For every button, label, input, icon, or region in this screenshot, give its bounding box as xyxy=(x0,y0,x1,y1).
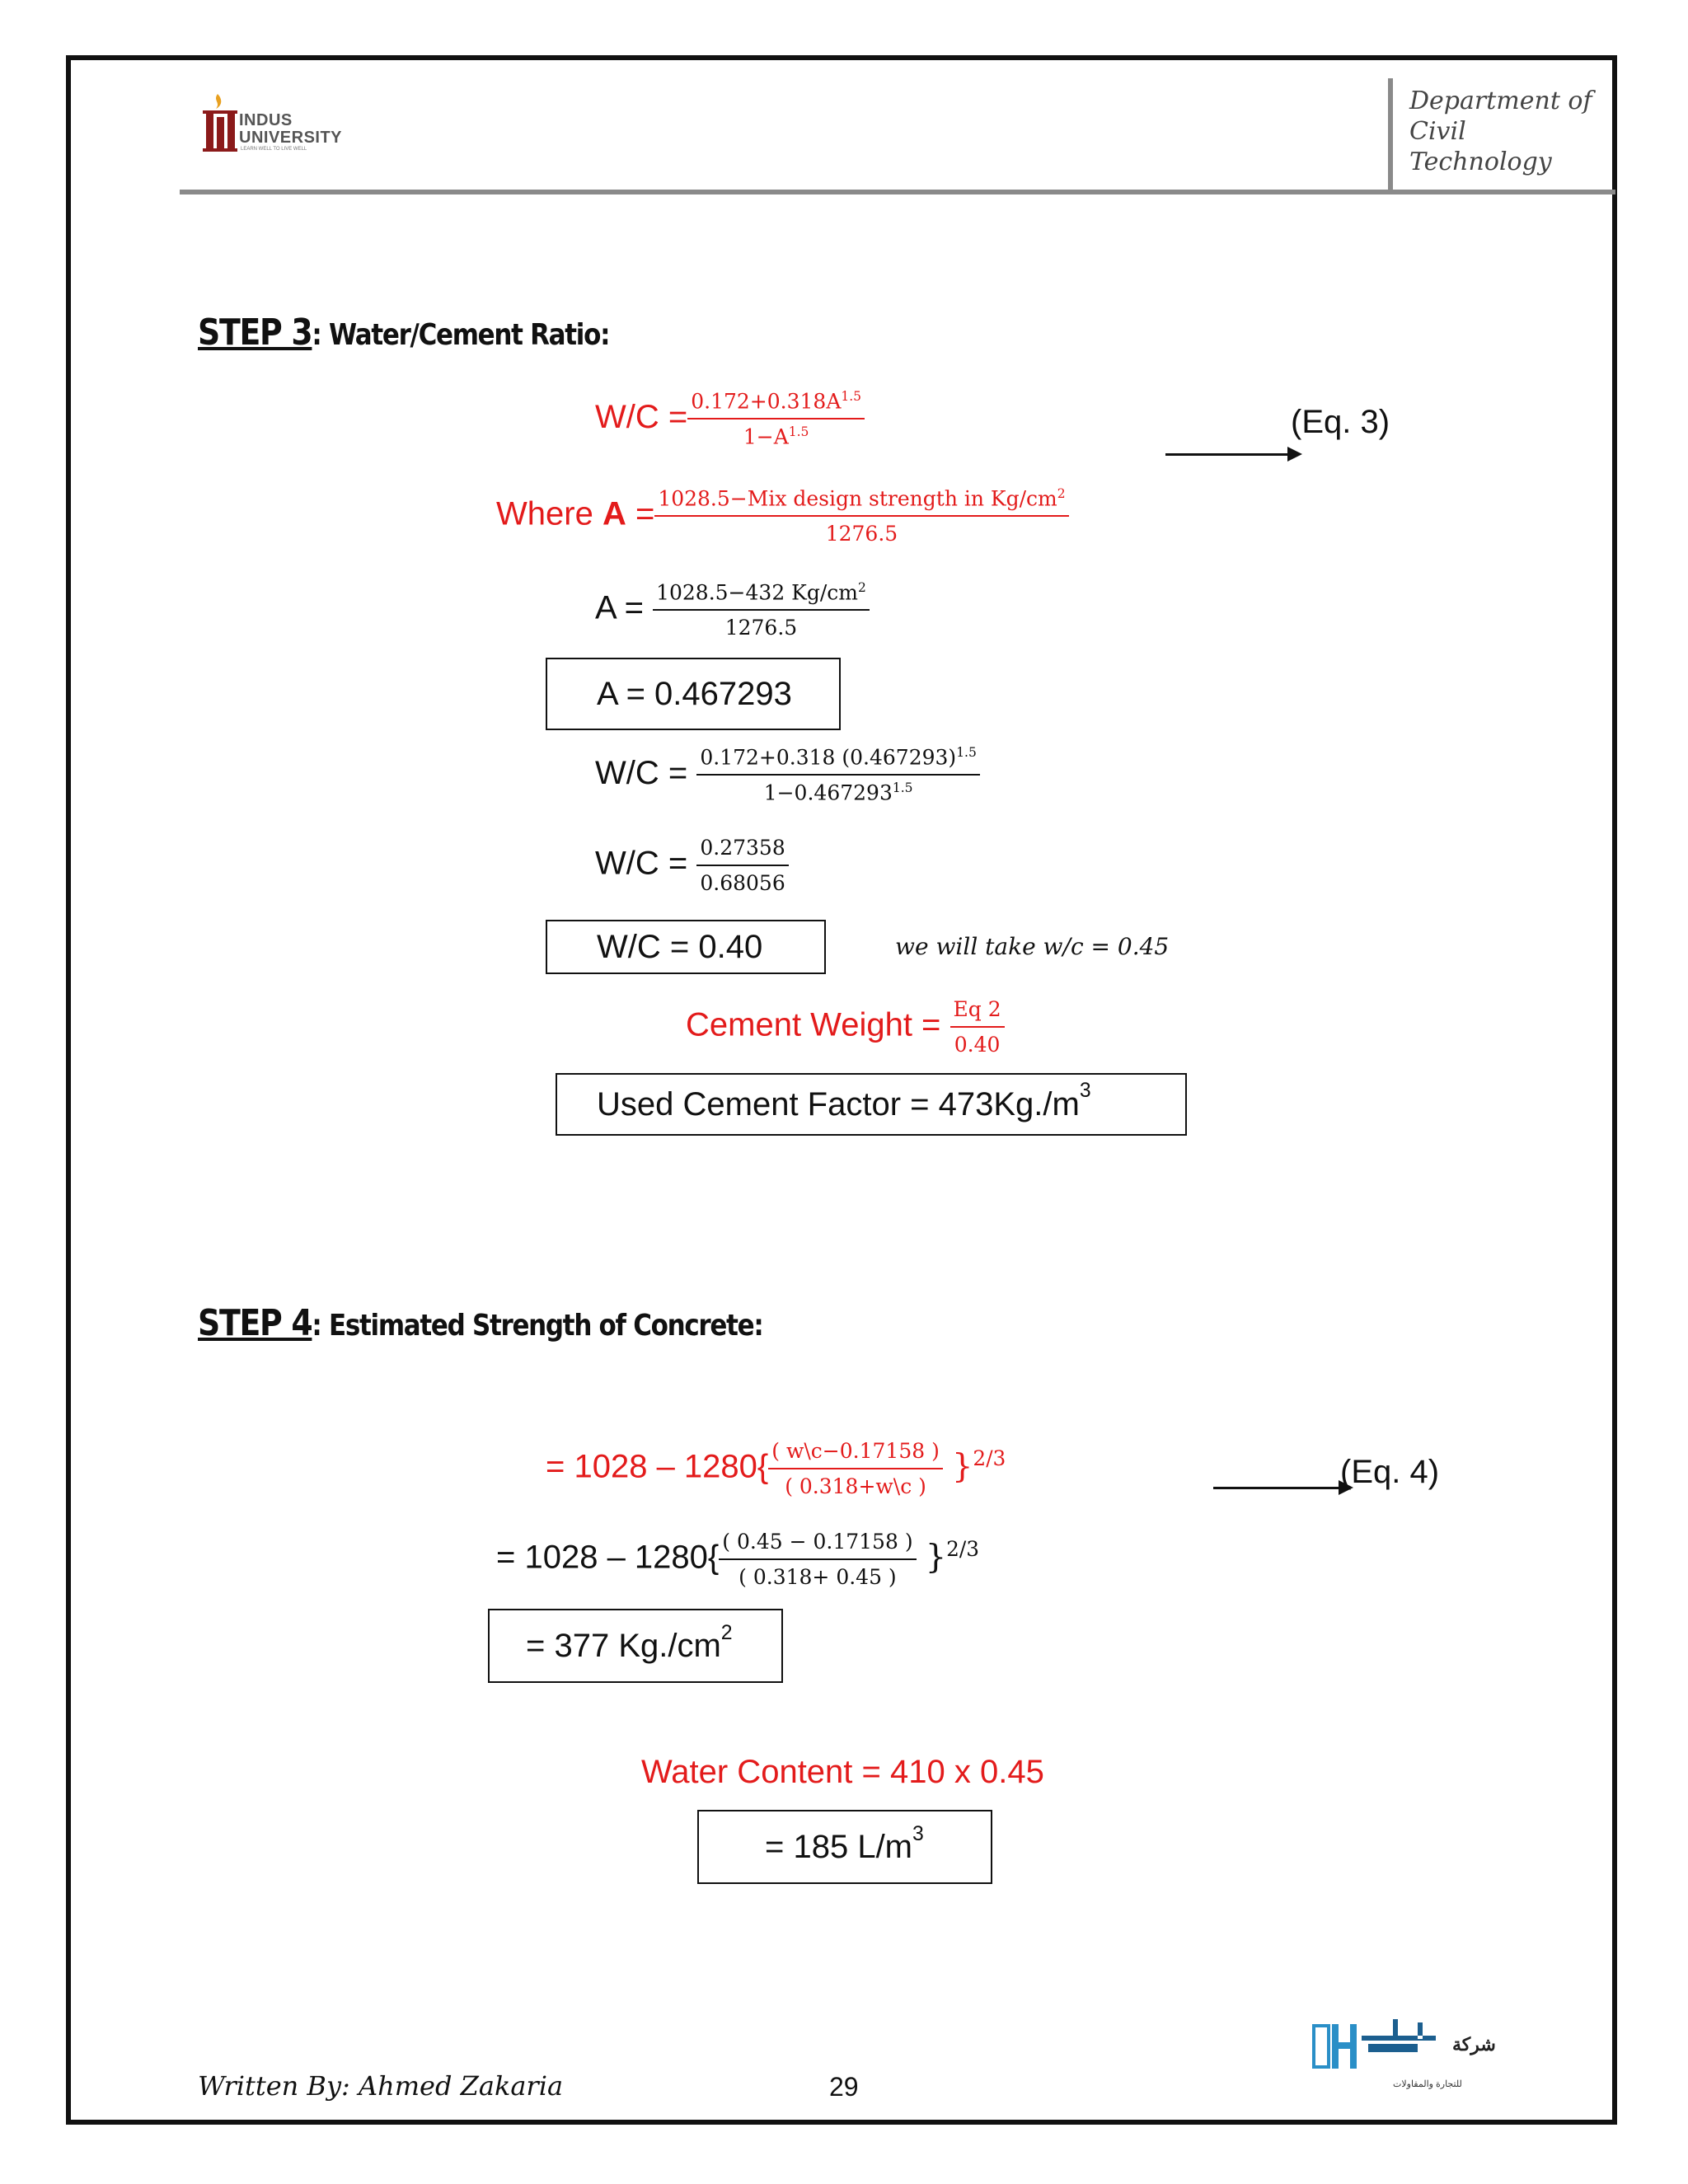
eq3-tag: (Eq. 3) xyxy=(1291,404,1390,440)
university-tagline: LEARN WELL TO LIVE WELL xyxy=(241,147,307,152)
exp: 1.5 xyxy=(956,745,977,760)
f2-den: ( 0.318+ 0.45 ) xyxy=(738,1565,897,1589)
wc2-den: 1−0.467293 xyxy=(763,780,893,805)
exp: 1.5 xyxy=(892,780,913,796)
cement-den: 0.40 xyxy=(954,1033,1001,1057)
department-name: Department of Civil Technology xyxy=(1409,87,1592,176)
step3-label: STEP 3 xyxy=(198,312,312,354)
company-name-ar: شركة xyxy=(1452,2034,1496,2055)
wc-substituted xyxy=(595,745,980,805)
exp23: 2/3 xyxy=(946,1537,980,1562)
a-result-box xyxy=(546,658,841,730)
cement-lhs: Cement Weight = xyxy=(686,1006,941,1043)
a-num: 1028.5−432 Kg/cm xyxy=(656,580,858,605)
a-result: A = 0.467293 xyxy=(597,675,792,712)
wc-result: W/C = 0.40 xyxy=(597,928,763,965)
cement-num: Eq 2 xyxy=(950,997,1005,1028)
cube: 3 xyxy=(1079,1080,1091,1102)
sq: 2 xyxy=(857,580,866,595)
where-den: 1276.5 xyxy=(825,522,898,546)
sq: 2 xyxy=(1057,486,1066,501)
header-rule xyxy=(180,190,1615,194)
where-num: 1028.5−Mix design strength in Kg/cm xyxy=(658,486,1057,511)
wc3-den: 0.68056 xyxy=(700,871,785,895)
where-eq: = xyxy=(626,495,655,532)
step3-heading xyxy=(198,312,609,354)
where-a: A xyxy=(602,495,626,532)
strength-result: = 377 Kg./cm xyxy=(526,1627,721,1664)
company-logo xyxy=(1311,2011,1451,2089)
wc-formula-lhs: W/C = xyxy=(595,398,688,435)
university-name: INDUS UNIVERSITY xyxy=(239,111,343,147)
eq4-tag: (Eq. 4) xyxy=(1340,1454,1440,1490)
f1-num: ( w\c−0.17158 ) xyxy=(768,1439,943,1469)
exp23: 2/3 xyxy=(973,1446,1006,1471)
wc-formula-fraction xyxy=(687,389,865,449)
used-cement-box xyxy=(556,1073,1187,1136)
wc-simplified xyxy=(595,836,789,895)
water-result: = 185 L/m xyxy=(765,1828,913,1865)
page-number: 29 xyxy=(829,2072,859,2102)
used-cement: Used Cement Factor = 473Kg./m xyxy=(597,1085,1080,1122)
f1-den: ( 0.318+w\c ) xyxy=(785,1474,926,1498)
f1-rhs: } xyxy=(951,1447,973,1486)
sq: 2 xyxy=(720,1622,733,1644)
f2-rhs: } xyxy=(925,1538,947,1577)
where-prefix: Where xyxy=(496,495,603,532)
company-subtitle-ar: للتجارة والمقاولات xyxy=(1393,2079,1462,2089)
strength-substituted xyxy=(496,1530,979,1589)
a-formula xyxy=(595,580,870,640)
header-divider xyxy=(1388,78,1393,192)
wc-formula xyxy=(595,389,865,449)
where-fraction xyxy=(654,486,1068,546)
exp: 1.5 xyxy=(841,389,862,404)
strength-formula xyxy=(546,1439,1006,1498)
footer-author: Written By: Ahmed Zakaria xyxy=(198,2070,564,2102)
wc-formula-num: 0.172+0.318A xyxy=(691,389,842,414)
a-den: 1276.5 xyxy=(724,616,798,640)
where-a-formula xyxy=(496,486,1069,546)
cement-weight-formula xyxy=(686,997,1005,1057)
step4-title: : Estimated Strength of Concrete: xyxy=(312,1309,763,1343)
f1-lhs: = 1028 – 1280{ xyxy=(546,1448,769,1485)
f2-lhs: = 1028 – 1280{ xyxy=(496,1539,720,1576)
a-fraction xyxy=(653,580,870,640)
water-content: Water Content = 410 x 0.45 xyxy=(641,1754,1044,1790)
exp: 1.5 xyxy=(788,424,809,440)
cube: 3 xyxy=(912,1823,924,1845)
wc2-num: 0.172+0.318 (0.467293) xyxy=(700,745,957,770)
wc-note: we will take w/c = 0.45 xyxy=(895,933,1170,960)
f2-fraction xyxy=(719,1530,916,1589)
f2-num: ( 0.45 − 0.17158 ) xyxy=(719,1530,916,1560)
wc2-lhs: W/C = xyxy=(595,754,688,791)
step4-heading xyxy=(198,1302,762,1344)
wc2-fraction xyxy=(696,745,979,805)
eq3-arrow xyxy=(1165,453,1299,456)
a-lhs: A = xyxy=(595,589,644,626)
f1-fraction xyxy=(768,1439,943,1498)
water-result-box xyxy=(697,1810,992,1884)
wc-formula-den: 1−A xyxy=(743,424,789,449)
wc-result-box xyxy=(546,920,826,974)
step4-label: STEP 4 xyxy=(198,1302,312,1344)
wc3-num: 0.27358 xyxy=(696,836,788,866)
strength-result-box xyxy=(488,1609,783,1683)
cement-fraction xyxy=(950,997,1005,1057)
step3-title: : Water/Cement Ratio: xyxy=(312,318,610,352)
eq4-arrow xyxy=(1213,1487,1350,1489)
wc3-fraction xyxy=(696,836,788,895)
wc3-lhs: W/C = xyxy=(595,845,688,882)
